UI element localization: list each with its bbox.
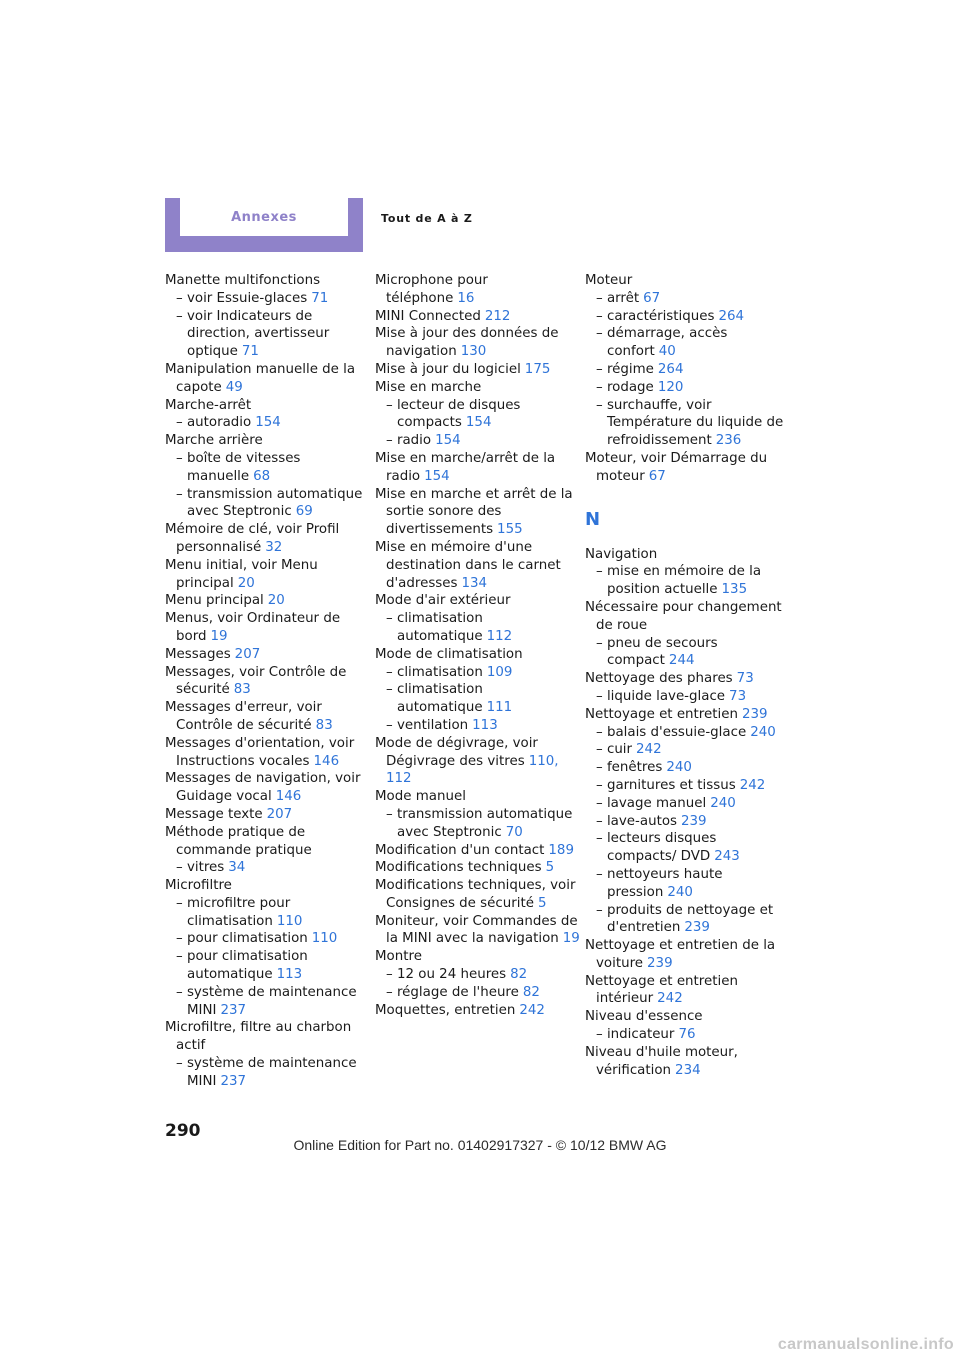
- index-entry: [165, 432, 370, 450]
- page-reference-link[interactable]: 20: [237, 575, 255, 591]
- index-entry-text: Modifications techniques: [375, 860, 542, 876]
- index-subentry: [585, 635, 790, 671]
- index-subentry: [165, 1055, 370, 1091]
- index-column-1: [165, 272, 370, 1091]
- index-entry-text: – réglage de l'heure: [386, 984, 519, 1000]
- index-entry: [585, 546, 790, 564]
- index-entry-text: Niveau d'essence: [585, 1009, 703, 1025]
- index-entry-text: Moniteur, voir Commandes de la MINI avec la navigation: [375, 913, 578, 947]
- index-subentry: [165, 450, 370, 486]
- page-reference-link[interactable]: 67: [648, 468, 666, 484]
- index-entry-text: Messages d'orientation, voir Instructions vocales: [165, 735, 355, 769]
- index-entry-text: Navigation: [585, 546, 658, 562]
- page-reference-link[interactable]: 5: [545, 860, 555, 876]
- page-reference-link[interactable]: 175: [524, 361, 551, 377]
- index-entry-text: Moquettes, entretien: [375, 1002, 516, 1018]
- index-entry-text: – mise en mémoire de la position actuelle: [596, 564, 762, 598]
- page-reference-link[interactable]: 264: [718, 308, 745, 324]
- page-reference-link[interactable]: 19: [562, 931, 580, 947]
- page-reference-link[interactable]: 242: [657, 991, 683, 1007]
- index-entry-text: Microphone pour téléphone: [375, 273, 488, 306]
- index-entry-text: Mise en marche: [375, 379, 482, 395]
- page-reference-link[interactable]: 244: [668, 653, 695, 669]
- index-subentry: [165, 308, 370, 361]
- section-tab: [165, 198, 363, 252]
- page-reference-link[interactable]: 70: [505, 824, 523, 840]
- page-reference-link[interactable]: 120: [657, 379, 684, 395]
- index-entry-text: – pour climatisation automatique: [176, 949, 308, 983]
- page-reference-link[interactable]: 83: [315, 717, 333, 733]
- index-column-3: [585, 272, 790, 1079]
- index-entry-text: Moteur: [585, 273, 633, 288]
- index-entry-text: Mode de climatisation: [375, 646, 523, 662]
- index-subentry: [375, 966, 580, 984]
- index-subentry: [375, 717, 580, 735]
- index-entry: [585, 599, 790, 635]
- index-entry: [165, 397, 370, 415]
- page-reference-link[interactable]: 110: [311, 931, 338, 947]
- index-entry: [375, 486, 580, 539]
- index-entry-text: – lavage manuel: [596, 795, 707, 811]
- index-entry: [375, 948, 580, 966]
- index-subentry: [165, 930, 370, 948]
- index-entry-text: – voir Essuie-glaces: [176, 290, 308, 306]
- page-reference-link[interactable]: 212: [484, 308, 511, 324]
- index-entry: [165, 699, 370, 735]
- index-subentry: [585, 830, 790, 866]
- section-tab-label-box: [180, 198, 348, 236]
- index-entry-text: Montre: [375, 949, 422, 965]
- index-entry: [375, 1002, 580, 1020]
- page-reference-link[interactable]: 240: [667, 884, 693, 900]
- index-entry-text: Mode de dégivrage, voir Dégivrage des vitres: [375, 735, 538, 769]
- index-entry-text: Mise à jour des données de navigation: [375, 326, 559, 360]
- page-reference-link[interactable]: 82: [510, 967, 528, 983]
- index-subentry: [375, 664, 580, 682]
- index-entry: [165, 877, 370, 895]
- page-reference-link[interactable]: 207: [266, 806, 293, 822]
- index-entry-text: – ventilation: [386, 717, 469, 733]
- page-reference-link[interactable]: 239: [647, 955, 673, 971]
- index-entry-text: Modification d'un contact: [375, 842, 545, 858]
- index-entry: [585, 937, 790, 973]
- index-subentry: [585, 397, 790, 450]
- page-reference-link[interactable]: 82: [522, 984, 540, 1000]
- page-reference-link[interactable]: 243: [714, 849, 740, 865]
- index-subentry: [165, 486, 370, 522]
- page-reference-link[interactable]: 69: [295, 504, 313, 520]
- page-reference-link[interactable]: 242: [739, 777, 766, 793]
- index-entry-text: Microfiltre, filtre au charbon actif: [165, 1020, 352, 1054]
- index-subentry: [165, 948, 370, 984]
- index-entry-text: – indicateur: [596, 1027, 675, 1043]
- index-entry-text: – microfiltre pour climatisation: [176, 895, 291, 929]
- index-entry: [165, 824, 370, 860]
- index-entry: [375, 379, 580, 397]
- index-entry: [165, 646, 370, 664]
- index-entry: [585, 706, 790, 724]
- index-entry: [375, 308, 580, 326]
- index-entry-text: Mode manuel: [375, 789, 466, 805]
- index-entry: [165, 557, 370, 593]
- page-reference-link[interactable]: 242: [519, 1002, 545, 1018]
- page-reference-link[interactable]: 240: [710, 795, 736, 811]
- index-subentry: [585, 902, 790, 938]
- page-reference-link[interactable]: 154: [424, 468, 450, 484]
- index-entry-text: Menu initial, voir Menu principal: [165, 557, 318, 591]
- index-entry: [585, 272, 790, 290]
- index-subentry: [375, 397, 580, 433]
- page-reference-link[interactable]: 67: [643, 290, 661, 306]
- index-entry-text: – autoradio: [176, 415, 252, 431]
- index-entry-text: – transmission automatique avec Steptronic: [386, 806, 573, 840]
- index-entry-text: – climatisation automatique: [386, 682, 483, 716]
- page-reference-link[interactable]: 16: [457, 290, 475, 306]
- index-entry: [165, 361, 370, 397]
- index-entry-text: – vitres: [176, 860, 225, 876]
- index-entry-text: Mémoire de clé, voir Profil personnalisé: [165, 522, 340, 555]
- page-reference-link[interactable]: 34: [228, 860, 246, 876]
- index-entry-text: Nettoyage et entretien intérieur: [585, 973, 738, 1007]
- index-entry-text: Menus, voir Ordinateur de bord: [165, 611, 341, 644]
- index-entry-text: – système de maintenance MINI: [176, 1056, 357, 1089]
- chapter-title: Tout de A à Z: [381, 212, 473, 225]
- index-entry: [375, 735, 580, 788]
- index-entry: [375, 842, 580, 860]
- index-entry-text: – système de maintenance MINI: [176, 984, 357, 1018]
- page-reference-link[interactable]: 83: [233, 682, 251, 698]
- index-entry-text: Messages, voir Contrôle de sécurité: [165, 664, 347, 698]
- page-reference-link[interactable]: 110: [276, 913, 303, 929]
- page-reference-link[interactable]: 189: [548, 842, 574, 858]
- index-subentry: [375, 610, 580, 646]
- index-entry: [165, 272, 370, 290]
- page-reference-link[interactable]: 239: [741, 706, 768, 722]
- page-reference-link[interactable]: 40: [658, 344, 676, 360]
- index-entry: [375, 592, 580, 610]
- index-entry-text: – arrêt: [596, 290, 640, 306]
- index-subentry: [585, 308, 790, 326]
- page-reference-link[interactable]: 154: [255, 415, 281, 431]
- index-subentry: [585, 777, 790, 795]
- footer-credit: Online Edition for Part no. 01402917327 - © 10/12 BMW AG: [293, 1137, 667, 1153]
- index-entry: [375, 913, 580, 949]
- index-entry-text: – lave-autos: [596, 813, 677, 829]
- index-subentry: [585, 759, 790, 777]
- index-subentry: [585, 1026, 790, 1044]
- index-entry: [585, 450, 790, 486]
- index-entry-text: – 12 ou 24 heures: [386, 967, 507, 983]
- index-entry: [375, 539, 580, 592]
- page-reference-link[interactable]: 236: [715, 433, 742, 449]
- index-entry-text: – radio: [386, 433, 432, 449]
- index-entry: [165, 1019, 370, 1055]
- index-entry-text: – régime: [596, 361, 654, 377]
- page-reference-link[interactable]: 130: [460, 344, 487, 360]
- page-reference-link[interactable]: 240: [750, 724, 776, 740]
- index-entry: [165, 806, 370, 824]
- index-entry-text: Marche-arrêt: [165, 397, 252, 413]
- index-entry: [165, 592, 370, 610]
- index-entry: [375, 272, 580, 308]
- page-reference-link[interactable]: 112: [486, 628, 513, 644]
- watermark: carmanualsonline.info: [777, 1336, 954, 1353]
- index-entry-text: Manette multifonctions: [165, 273, 321, 288]
- page-reference-link[interactable]: 239: [681, 813, 707, 829]
- index-entry-text: Manipulation manuelle de la capote: [165, 361, 356, 395]
- index-subentry: [585, 361, 790, 379]
- page-reference-link[interactable]: 240: [666, 760, 692, 776]
- page-number: 290: [165, 1121, 201, 1141]
- page-reference-link[interactable]: 49: [225, 379, 243, 395]
- index-entry-text: Nettoyage et entretien: [585, 706, 738, 722]
- page-reference-link[interactable]: 5: [537, 895, 547, 911]
- index-entry: [165, 664, 370, 700]
- index-entry-text: – fenêtres: [596, 760, 663, 776]
- index-entry: [165, 521, 370, 557]
- index-subentry: [585, 379, 790, 397]
- index-entry: [375, 325, 580, 361]
- page-reference-link[interactable]: 71: [241, 344, 259, 360]
- index-entry: [585, 973, 790, 1009]
- index-entry: [585, 1008, 790, 1026]
- index-entry-text: Méthode pratique de commande pratique: [165, 824, 312, 858]
- page-reference-link[interactable]: 113: [472, 717, 498, 733]
- index-entry: [375, 646, 580, 664]
- index-subentry: [165, 290, 370, 308]
- index-entry-text: – rodage: [596, 379, 654, 395]
- index-entry-text: – balais d'essuie-glace: [596, 724, 747, 740]
- index-subentry: [375, 432, 580, 450]
- index-subentry: [585, 795, 790, 813]
- index-entry: [375, 361, 580, 379]
- index-entry: [165, 735, 370, 771]
- page-reference-link[interactable]: 76: [678, 1027, 696, 1043]
- index-subentry: [165, 859, 370, 877]
- index-entry-text: Nécessaire pour changement de roue: [585, 599, 782, 633]
- page-reference-link[interactable]: 237: [220, 1002, 247, 1018]
- index-entry-text: MINI Connected: [375, 308, 481, 324]
- index-entry-text: – nettoyeurs haute pression: [596, 866, 723, 900]
- page-reference-link[interactable]: 134: [461, 575, 488, 591]
- page-reference-link[interactable]: 154: [465, 415, 492, 431]
- index-entry: [585, 670, 790, 688]
- index-subentry: [585, 724, 790, 742]
- index-entry-text: – surchauffe, voir Température du liquide de refroidissement: [596, 397, 784, 449]
- index-subentry: [375, 806, 580, 842]
- index-subentry: [375, 681, 580, 717]
- index-entry-text: – pour climatisation: [176, 931, 308, 947]
- index-entry-text: – pneu de secours compact: [596, 635, 718, 669]
- index-entry-text: – caractéristiques: [596, 308, 715, 324]
- index-entry-text: Message texte: [165, 806, 263, 822]
- index-entry-text: Modifications techniques, voir Consignes de sécurité: [375, 878, 576, 911]
- page-reference-link[interactable]: 146: [313, 753, 340, 769]
- page-reference-link[interactable]: 234: [675, 1062, 701, 1078]
- index-entry-text: – produits de nettoyage et d'entretien: [596, 902, 774, 936]
- index-entry-text: Menu principal: [165, 593, 264, 609]
- index-entry-text: Mise en marche/arrêt de la radio: [375, 450, 556, 484]
- index-subentry: [585, 866, 790, 902]
- page-reference-link[interactable]: 264: [657, 361, 684, 377]
- page-reference-link[interactable]: 146: [275, 789, 302, 805]
- index-subentry: [585, 813, 790, 831]
- page-reference-link[interactable]: 111: [486, 700, 513, 716]
- index-entry-text: – lecteurs disques compacts/ DVD: [596, 831, 717, 865]
- index-entry-text: – cuir: [596, 742, 633, 758]
- index-entry-text: Mise en marche et arrêt de la sortie sonore des divertissements: [375, 486, 573, 538]
- index-entry-text: Marche arrière: [165, 433, 263, 449]
- page-reference-link[interactable]: 68: [253, 468, 271, 484]
- index-entry-text: – voir Indicateurs de direction, avertisseur optique: [176, 308, 330, 360]
- section-title: Annexes: [231, 209, 297, 225]
- index-entry-text: Messages d'erreur, voir Contrôle de sécurité: [165, 700, 322, 733]
- page-reference-link[interactable]: 32: [265, 539, 283, 555]
- index-subentry: [375, 984, 580, 1002]
- index-entry: [375, 877, 580, 913]
- index-entry-text: Mode d'air extérieur: [375, 593, 511, 609]
- index-entry: [375, 788, 580, 806]
- index-column-2: [375, 272, 580, 1019]
- index-entry-text: – climatisation: [386, 664, 483, 680]
- page-reference-link[interactable]: 71: [311, 290, 329, 306]
- page-reference-link[interactable]: 242: [636, 742, 662, 758]
- index-entry-text: Nettoyage et entretien de la voiture: [585, 938, 776, 971]
- index-entry: [375, 450, 580, 486]
- page-reference-link[interactable]: 135: [721, 582, 748, 598]
- index-subentry: [585, 741, 790, 759]
- index-subentry: [165, 984, 370, 1020]
- index-entry: [375, 859, 580, 877]
- index-entry-text: – démarrage, accès confort: [596, 326, 728, 360]
- index-entry-text: – garnitures et tissus: [596, 777, 736, 793]
- index-entry-text: Moteur, voir Démarrage du moteur: [585, 450, 768, 484]
- page-reference-link[interactable]: 239: [684, 920, 710, 936]
- index-entry-text: – boîte de vitesses manuelle: [176, 450, 301, 484]
- index-letter-heading: N: [585, 508, 601, 530]
- index-entry-text: Microfiltre: [165, 878, 232, 894]
- page-reference-link[interactable]: 207: [234, 646, 261, 662]
- index-entry-text: Mise en mémoire d'une destination dans le carnet d'adresses: [375, 539, 561, 591]
- page-reference-link[interactable]: 20: [267, 593, 285, 609]
- index-entry-text: – liquide lave-glace: [596, 688, 726, 704]
- page-reference-link[interactable]: 113: [276, 967, 303, 983]
- page-reference-link[interactable]: 73: [736, 671, 754, 687]
- index-subentry: [165, 414, 370, 432]
- index-entry-text: – transmission automatique avec Steptronic: [176, 486, 363, 520]
- page-reference-link[interactable]: 237: [220, 1073, 247, 1089]
- page-reference-link[interactable]: 73: [729, 688, 747, 704]
- page-reference-link[interactable]: 154: [435, 433, 461, 449]
- index-entry-text: Messages: [165, 646, 231, 662]
- page-reference-link[interactable]: 109: [486, 664, 513, 680]
- index-subentry: [585, 325, 790, 361]
- index-entry-text: Nettoyage des phares: [585, 671, 733, 687]
- page-reference-link[interactable]: 155: [497, 522, 523, 538]
- index-entry: [165, 610, 370, 646]
- index-subentry: [585, 563, 790, 599]
- index-entry-text: – lecteur de disques compacts: [386, 397, 521, 431]
- page-reference-link[interactable]: 19: [210, 628, 228, 644]
- index-entry-text: Niveau d'huile moteur, vérification: [585, 1044, 738, 1078]
- index-subentry: [165, 895, 370, 931]
- page-reference-link[interactable]: 110, 112: [386, 753, 559, 787]
- index-entry-text: Messages de navigation, voir Guidage vocal: [165, 771, 361, 805]
- index-entry-text: Mise à jour du logiciel: [375, 361, 521, 377]
- index-entry-text: – climatisation automatique: [386, 611, 483, 644]
- index-entry: [165, 770, 370, 806]
- index-subentry: [585, 688, 790, 706]
- index-subentry: [585, 290, 790, 308]
- index-entry: [585, 1044, 790, 1080]
